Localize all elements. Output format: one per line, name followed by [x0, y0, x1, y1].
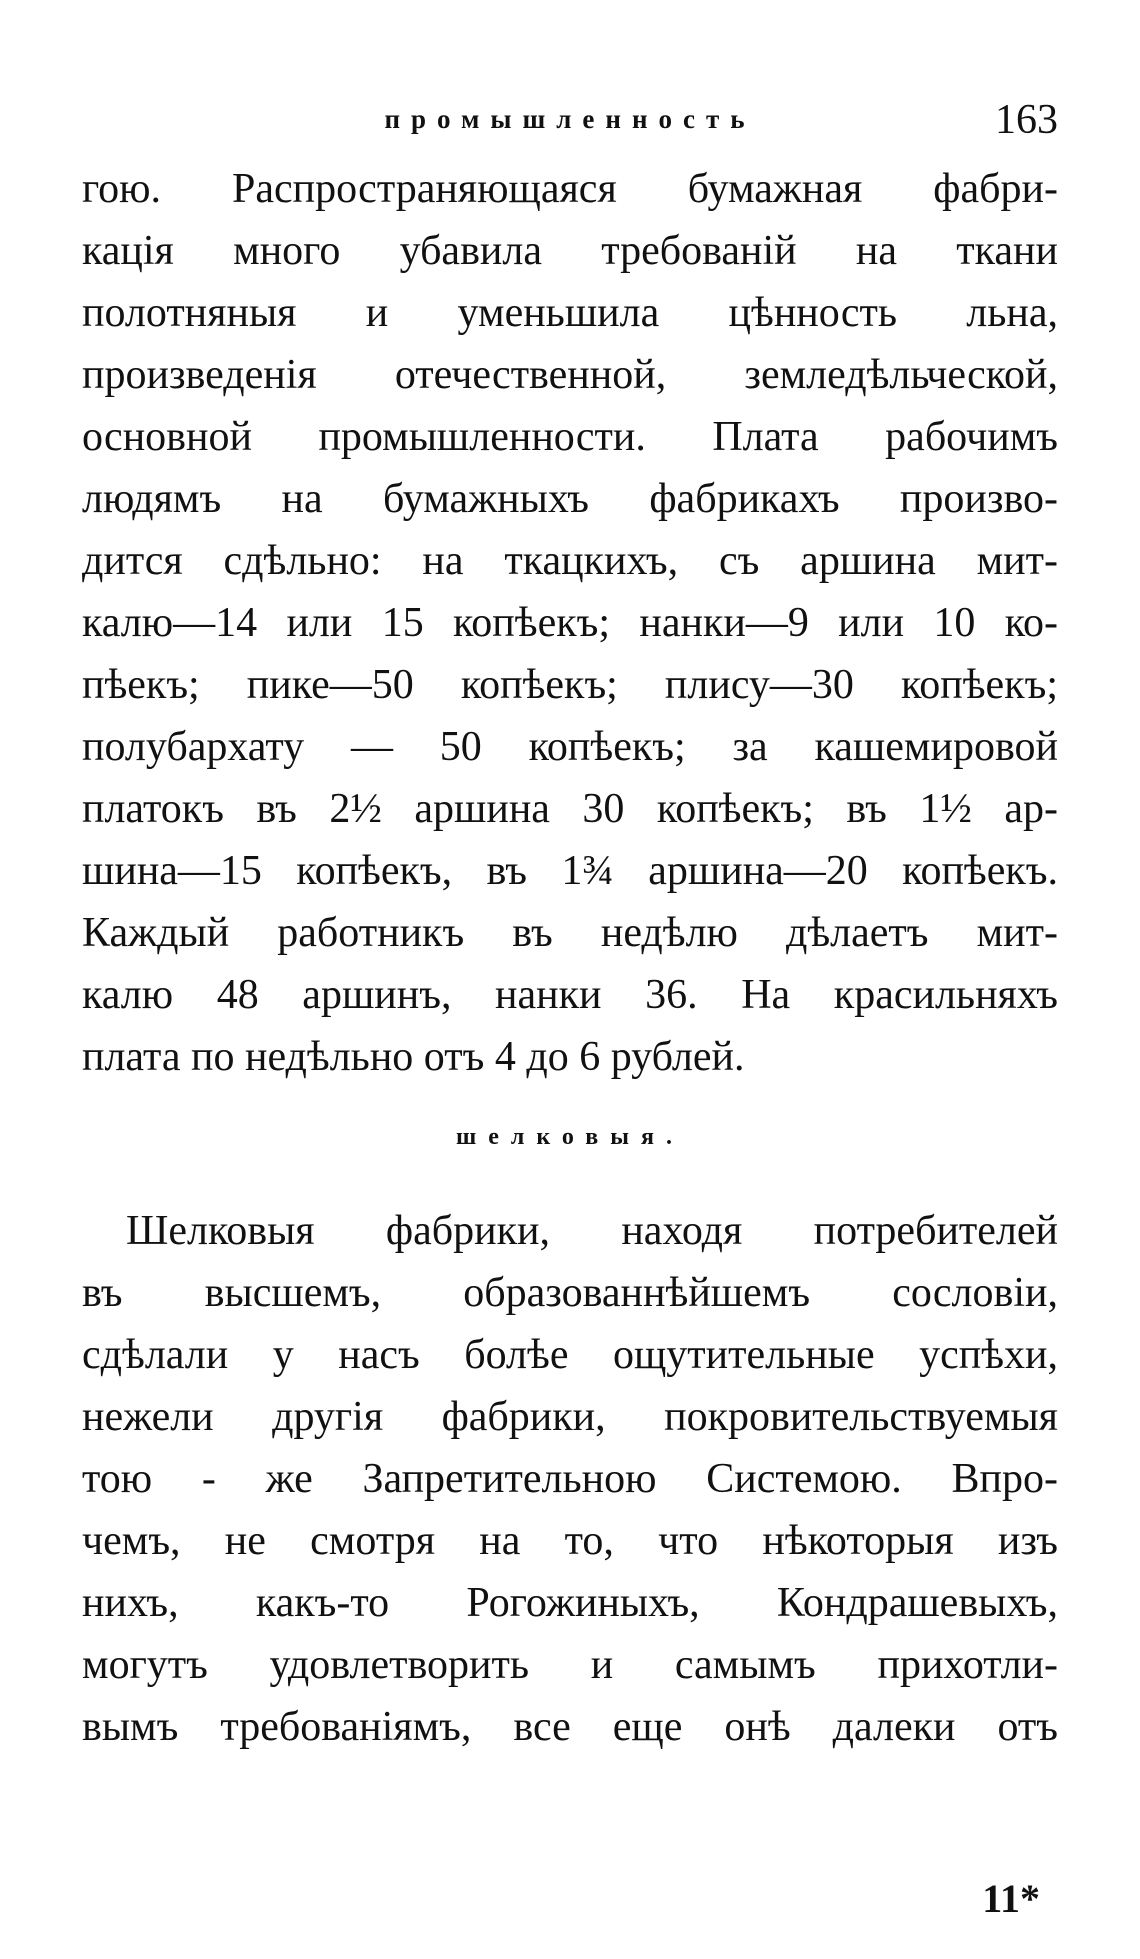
text-line: гою. Распространяющаяся бумажная фабри- [82, 166, 1058, 212]
text-line: платокъ въ 2½ аршина 30 копѣекъ; въ 1½ ар- [82, 786, 1058, 832]
text-line: нежели другія фабрики, покровительствуемыя [82, 1394, 1058, 1440]
text-line: произведенія отечественной, земледѣльческой, [82, 352, 1058, 398]
text-line: Каждый работникъ въ недѣлю дѣлаетъ мит- [82, 910, 1058, 956]
text-line: тою - же Запретительною Системою. Впро- [82, 1456, 1058, 1502]
text-line: Шелковыя фабрики, находя потребителей [126, 1208, 1058, 1254]
text-line: сдѣлали у насъ болѣе ощутительные успѣхи, [82, 1332, 1058, 1378]
text-line: пѣекъ; пике—50 копѣекъ; плису—30 копѣекъ; [82, 662, 1058, 708]
text-line: шина—15 копѣекъ, въ 1¾ аршина—20 копѣекъ. [82, 848, 1058, 894]
text-line: дится сдѣльно: на ткацкихъ, съ аршина мит- [82, 538, 1058, 584]
page-header [82, 96, 1058, 146]
text-line: калю—14 или 15 копѣекъ; нанки—9 или 10 ко- [82, 600, 1058, 646]
text-line: чемъ, не смотря на то, что нѣкоторыя изъ [82, 1518, 1058, 1564]
text-line: людямъ на бумажныхъ фабрикахъ произво- [82, 476, 1058, 522]
section-heading: шелковыя. [456, 1124, 684, 1150]
page-number: 163 [995, 97, 1058, 143]
running-title: промышленность [384, 104, 756, 134]
text-line: основной промышленности. Плата рабочимъ [82, 414, 1058, 460]
signature-mark: 11* [982, 1876, 1040, 1921]
text-line: калю 48 аршинъ, нанки 36. На красильняхъ [82, 972, 1058, 1018]
text-line: плата по недѣльно отъ 4 до 6 рублей. [82, 1034, 745, 1080]
text-line: полубархату — 50 копѣекъ; за кашемировой [82, 724, 1058, 770]
text-line: въ высшемъ, образованнѣйшемъ сословіи, [82, 1270, 1058, 1316]
text-line: кація много убавила требованій на ткани [82, 228, 1058, 274]
text-line: полотняныя и уменьшила цѣнность льна, [82, 290, 1058, 336]
text-line: вымъ требованіямъ, все еще онѣ далеки отъ [82, 1704, 1058, 1750]
text-line: могутъ удовлетворить и самымъ прихотли- [82, 1642, 1058, 1688]
text-line: нихъ, какъ-то Рогожиныхъ, Кондрашевыхъ, [82, 1580, 1058, 1626]
